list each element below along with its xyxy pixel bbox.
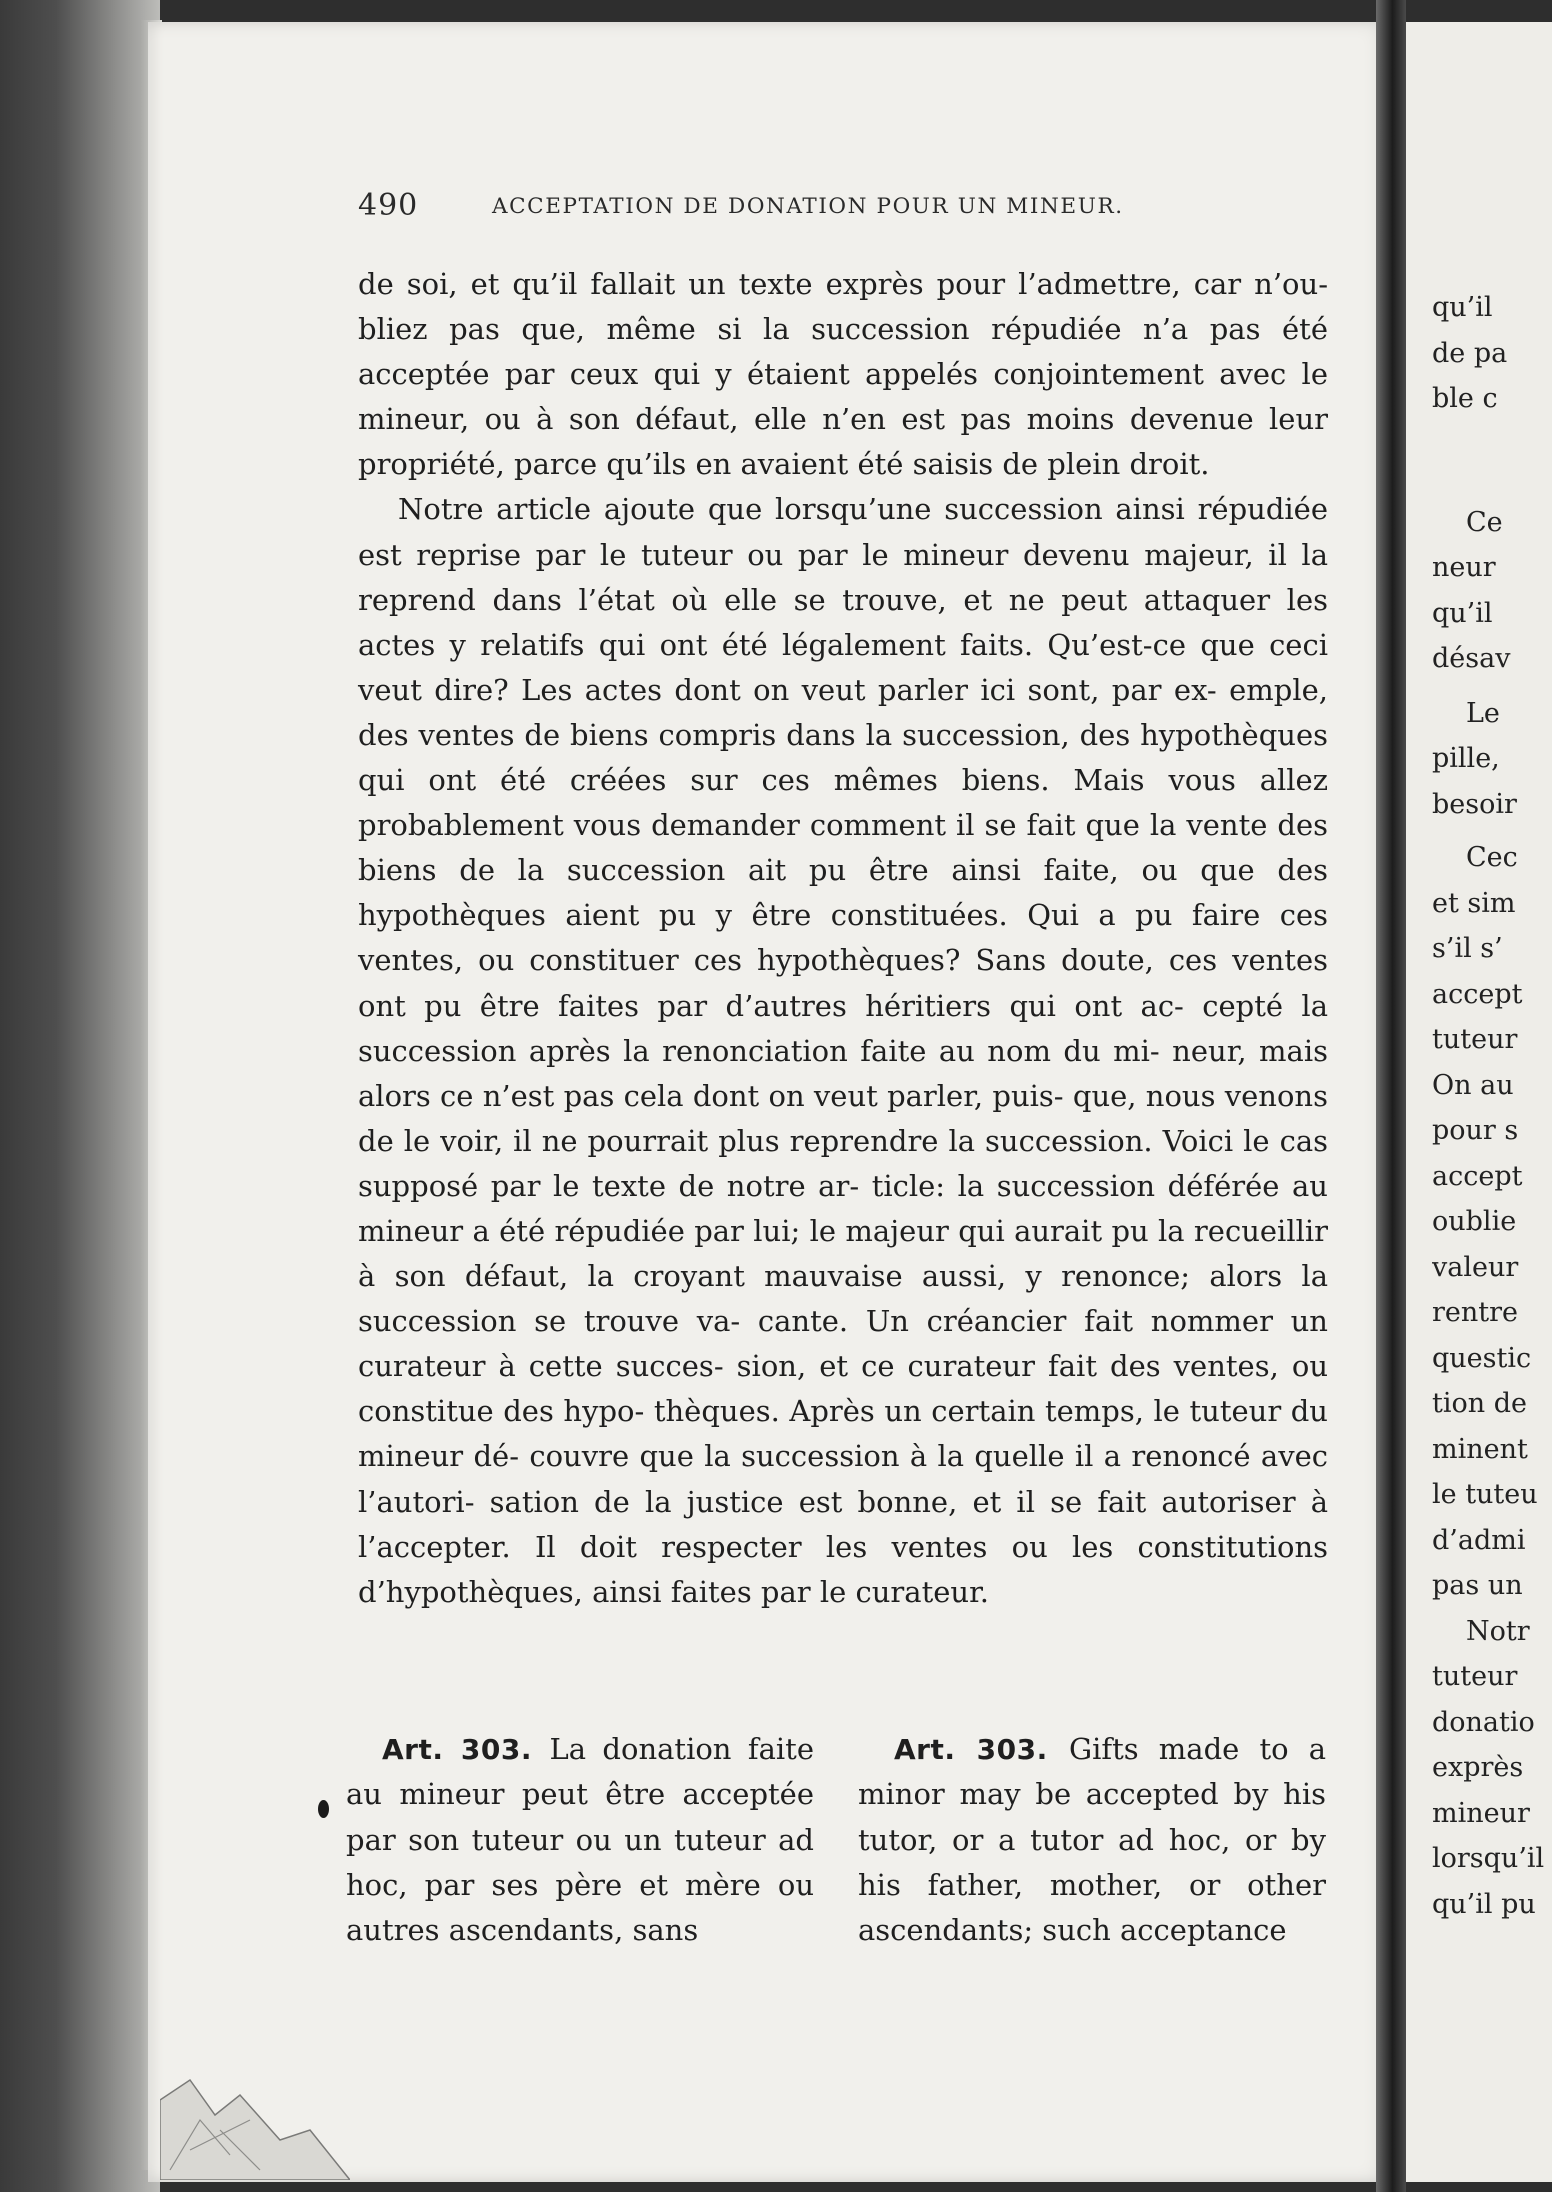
torn-page-corner: [160, 2060, 350, 2180]
fragment-line: d’admi: [1432, 1525, 1526, 1556]
running-head: [358, 188, 1198, 228]
fragment-line: mineur: [1432, 1798, 1530, 1829]
text-line: tutor, or a tutor ad hoc, or by: [858, 1822, 1326, 1857]
text-line: neur, mais alors ce n’est pas cela dont on veut parler, puis-: [358, 1033, 1328, 1113]
text-line: sion, et ce curateur fait des ventes, ou constitue des hypo-: [358, 1349, 1328, 1429]
fragment-line: Notr: [1466, 1616, 1530, 1647]
fragment-line: accept: [1432, 979, 1523, 1010]
text-line: que, nous venons de le voir, il ne pourrait plus reprendre: [358, 1078, 1328, 1158]
article-303-english: [858, 1727, 1326, 1953]
text-line: ad hoc, par ses père et mère: [346, 1822, 814, 1902]
fragment-line: désav: [1432, 643, 1511, 674]
article-text: [346, 1727, 814, 1953]
fragment-line: Le: [1466, 698, 1500, 729]
fragment-line: donatio: [1432, 1707, 1535, 1738]
fragment-line: qu’il pu: [1432, 1889, 1536, 1920]
fragment-line: qu’il: [1432, 292, 1493, 323]
text-line: hypothèques qui ont été créées sur ces mêmes biens. Mais: [358, 717, 1328, 798]
text-line: Gifts made to a: [1068, 1732, 1326, 1766]
body-text: [358, 262, 1328, 1615]
fragment-line: rentre: [1432, 1297, 1519, 1328]
article-303-french: [346, 1727, 814, 1953]
fragment-line: et sim: [1432, 888, 1516, 919]
text-line: veut dire? Les actes dont on veut parler ici sont, par ex-: [358, 672, 1230, 707]
fragment-line: tion de: [1432, 1388, 1527, 1419]
fragment-line: minent: [1432, 1434, 1528, 1465]
fragment-line: tuteur: [1432, 1661, 1518, 1692]
text-line: couvre que la succession à la quelle il a renoncé avec l’autori-: [358, 1439, 1328, 1519]
text-line: cante. Un créancier fait nommer un curateur à cette succes-: [358, 1304, 1328, 1384]
page-number: 490: [358, 188, 419, 223]
text-line: au mineur peut être acceptée: [346, 1777, 814, 1812]
text-line: la vente des biens de la succession ait pu être ainsi faite, ou: [358, 808, 1328, 888]
fragment-line: neur: [1432, 552, 1496, 583]
text-line: propriété, parce qu’ils en avaient été saisis de plein droit.: [358, 447, 1210, 482]
text-line: ascendants; such acceptance: [858, 1913, 1287, 1948]
text-line: la succession. Voici le cas supposé par le texte de notre ar-: [358, 1123, 1329, 1203]
text-line: mineur, ou à son défaut, elle n’en est pas moins devenue leur: [358, 402, 1328, 437]
text-line: bliez pas que, même si la succession répudiée n’a pas été: [358, 312, 1328, 347]
text-line: ou autres ascendants, sans: [346, 1867, 814, 1948]
fragment-line: Cec: [1466, 842, 1518, 873]
article-heading: Art. 303.: [894, 1733, 1069, 1766]
running-title: ACCEPTATION DE DONATION POUR UN MINEUR.: [492, 194, 1124, 219]
text-line: reprend dans l’état où elle se trouve, et ne peut attaquer les: [358, 582, 1328, 617]
fragment-line: questic: [1432, 1343, 1532, 1374]
text-line: actes y relatifs qui ont été légalement faits. Qu’est-ce que ceci: [358, 627, 1328, 662]
ink-blot-mark: [318, 1800, 329, 1818]
text-line: his father, mother, or other: [858, 1867, 1326, 1902]
text-line: thèques. Après un certain temps, le tuteur du mineur dé-: [358, 1394, 1328, 1474]
fragment-line: ble c: [1432, 383, 1498, 414]
text-line: ticle: la succession déférée au mineur a été répudiée par lui;: [358, 1168, 1328, 1248]
fragment-line: pille,: [1432, 743, 1500, 774]
paragraph-1: [358, 262, 1328, 487]
text-line: ainsi faites par le curateur.: [592, 1574, 989, 1609]
text-line: acceptée par ceux qui y étaient appelés conjointement avec le: [358, 357, 1328, 392]
fragment-line: valeur: [1432, 1252, 1519, 1283]
text-line: cepté la succession après la renonciation faite au nom du mi-: [358, 988, 1328, 1068]
text-line: vous allez probablement vous demander comment il se fait que: [358, 763, 1328, 843]
fragment-line: pour s: [1432, 1115, 1519, 1146]
book-binding-edge: [0, 0, 160, 2192]
text-line: ces ventes ont pu être faites par d’autres héritiers qui ont ac-: [358, 943, 1328, 1023]
article-text: [858, 1727, 1326, 1953]
fragment-line: oublie: [1432, 1206, 1517, 1237]
text-line: La donation faite: [549, 1732, 814, 1766]
text-line: Il doit respecter les ventes ou les constitutions d’hypothèques,: [358, 1529, 1329, 1609]
fragment-line: pas un: [1432, 1570, 1523, 1601]
text-line: faire ces ventes, ou constituer ces hypothèques? Sans doute,: [358, 898, 1328, 978]
text-line: mauvaise aussi, y renonce; alors la succession se trouve va-: [358, 1259, 1328, 1339]
fragment-line: s’il s’: [1432, 933, 1503, 964]
text-line: Notre article ajoute que lorsqu’une succession ainsi répudiée: [398, 492, 1328, 527]
fragment-line: On au: [1432, 1070, 1514, 1101]
text-line: par son tuteur ou un tuteur: [346, 1822, 779, 1857]
fragment-line: Ce: [1466, 507, 1503, 538]
text-line: est reprise par le tuteur ou par le mineur devenu majeur, il la: [358, 537, 1328, 572]
text-line: minor may be accepted by his: [858, 1777, 1326, 1812]
text-line: que des hypothèques aient pu y être constituées. Qui a pu: [358, 853, 1328, 933]
text-line: emple, des ventes de biens compris dans la succession, des: [358, 672, 1328, 752]
fragment-line: lorsqu’il: [1432, 1843, 1545, 1874]
fragment-line: accept: [1432, 1161, 1523, 1192]
text-line: de soi, et qu’il fallait un texte exprès pour l’admettre, car n’ou-: [358, 267, 1328, 301]
fragment-line: le tuteu: [1432, 1479, 1538, 1510]
fragment-line: besoir: [1432, 789, 1517, 820]
text-line: sation de la justice est bonne, et il se fait autoriser à l’accepter.: [358, 1484, 1329, 1564]
gutter-shadow: [1376, 0, 1406, 2192]
fragment-line: de pa: [1432, 338, 1508, 369]
fragment-line: tuteur: [1432, 1024, 1518, 1055]
article-heading: Art. 303.: [382, 1733, 550, 1766]
text-line: le majeur qui aurait pu la recueillir à son défaut, la croyant: [358, 1213, 1329, 1294]
fragment-line: exprès: [1432, 1752, 1524, 1783]
paragraph-2: [358, 487, 1328, 1614]
fragment-line: qu’il: [1432, 598, 1493, 629]
